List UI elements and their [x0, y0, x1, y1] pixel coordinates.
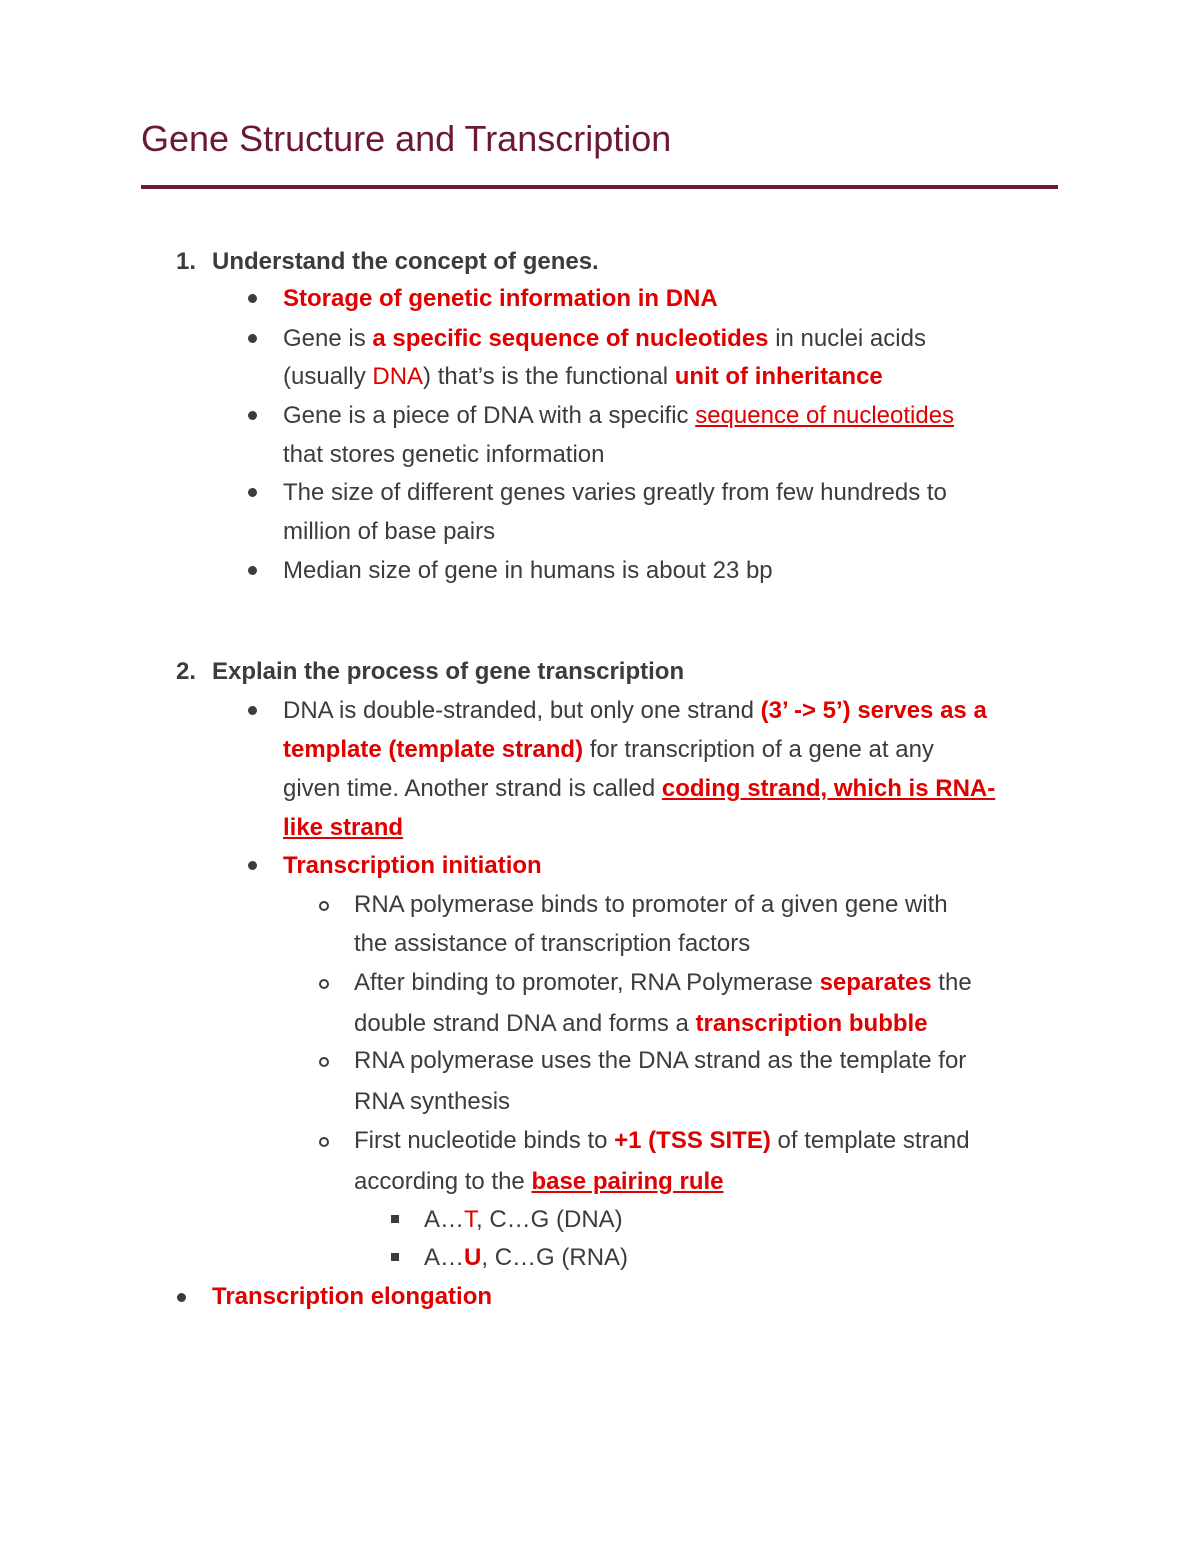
bullet-icon	[248, 706, 257, 715]
s2-bullet-2: Transcription initiation	[283, 852, 542, 879]
s2-bullet-1-line-4: like strand	[283, 814, 404, 841]
s2-bullet-3: Transcription elongation	[212, 1283, 493, 1310]
section-2-number: 2.	[176, 658, 197, 685]
circle-bullet-icon	[319, 901, 329, 911]
section-1-heading: Understand the concept of genes.	[212, 248, 599, 275]
s2-sub-1-line-2: the assistance of transcription factors	[354, 930, 751, 957]
title-divider	[141, 185, 1058, 189]
s2-sub-4-line-2: according to the base pairing rule	[354, 1168, 724, 1195]
s2-sub-3-line-1: RNA polymerase uses the DNA strand as the template for	[354, 1047, 967, 1074]
square-bullet-icon	[391, 1215, 399, 1223]
bullet-icon	[177, 1293, 186, 1302]
s2-sub-2-line-2: double strand DNA and forms a transcription bubble	[354, 1010, 928, 1037]
s2-sub-2-line-1: After binding to promoter, RNA Polymerase separates the	[354, 969, 972, 996]
s1-bullet-3-line-1: Gene is a piece of DNA with a specific sequence of nucleotides	[283, 402, 955, 429]
bullet-icon	[248, 566, 257, 575]
s2-sub-4-line-1: First nucleotide binds to +1 (TSS SITE) of template strand	[354, 1127, 970, 1154]
page-title: Gene Structure and Transcription	[141, 118, 672, 159]
s1-bullet-4-line-2: million of base pairs	[283, 518, 496, 545]
s1-bullet-3-line-2: that stores genetic information	[283, 441, 605, 468]
s2-bullet-1-line-3: given time. Another strand is called coding strand, which is RNA-	[283, 775, 996, 802]
s2-pair-dna: A…T, C…G (DNA)	[424, 1206, 623, 1233]
s1-bullet-4-line-1: The size of different genes varies greatly from few hundreds to	[283, 479, 947, 506]
circle-bullet-icon	[319, 1137, 329, 1147]
section-1-number: 1.	[176, 248, 197, 275]
s2-bullet-1-line-1: DNA is double-stranded, but only one strand (3’ -> 5’) serves as a	[283, 697, 987, 724]
s1-bullet-5: Median size of gene in humans is about 23 bp	[283, 557, 773, 584]
circle-bullet-icon	[319, 1057, 329, 1067]
bullet-icon	[248, 861, 257, 870]
s2-sub-1-line-1: RNA polymerase binds to promoter of a given gene with	[354, 891, 948, 918]
bullet-icon	[248, 488, 257, 497]
bullet-icon	[248, 411, 257, 420]
s1-bullet-1: Storage of genetic information in DNA	[283, 285, 718, 312]
circle-bullet-icon	[319, 979, 329, 989]
s2-bullet-1-line-2: template (template strand) for transcription of a gene at any	[283, 736, 934, 763]
section-2-heading: Explain the process of gene transcription	[212, 658, 685, 685]
s1-bullet-2-line-1: Gene is a specific sequence of nucleotides in nuclei acids	[283, 325, 926, 352]
bullet-icon	[248, 334, 257, 343]
s2-pair-rna: A…U, C…G (RNA)	[424, 1244, 629, 1271]
s2-sub-3-line-2: RNA synthesis	[354, 1088, 511, 1115]
square-bullet-icon	[391, 1253, 399, 1261]
s1-bullet-2-line-2: (usually DNA) that’s is the functional unit of inheritance	[283, 363, 883, 390]
bullet-icon	[248, 294, 257, 303]
